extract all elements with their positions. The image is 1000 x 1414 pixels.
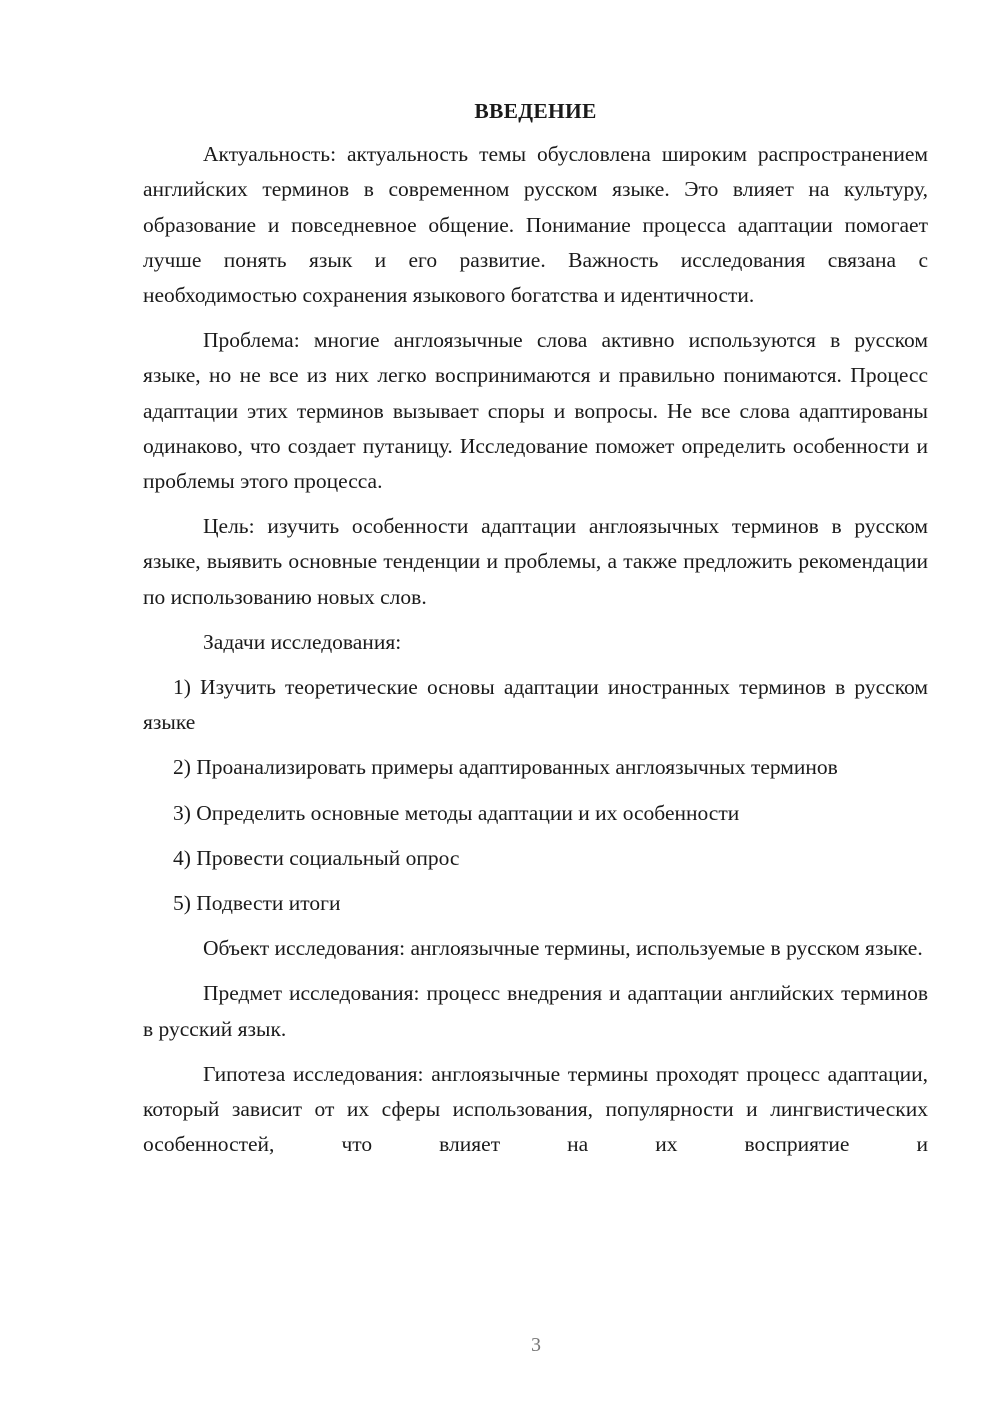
- task-item: 5) Подвести итоги: [173, 891, 341, 916]
- paragraph-problem: Проблема: многие англоязычные слова активно используются в русском языке, но не все из них легко воспринимаются и правильно понимаются. Процесс адаптации этих терминов вызывает споры и вопросы. Не все слова адаптированы одинаково, что создает путаницу. Исследование поможет определить особенности и проблемы этого процесса.: [143, 328, 928, 494]
- paragraph-object: Объект исследования: англоязычные термины, используемые в русском языке.: [203, 936, 923, 961]
- document-page: [143, 94, 928, 1162]
- paragraph-hypothesis: Гипотеза исследования: англоязычные термины проходят процесс адаптации, который зависит от их сферы использования, популярности и лингвистических особенностей, что влияет на их восприятие и: [143, 1061, 928, 1157]
- task-item: 1) Изучить теоретические основы адаптации иностранных терминов в русском языке: [143, 675, 928, 735]
- paragraph-subject: Предмет исследования: процесс внедрения и адаптации английских терминов в русский язык.: [143, 981, 928, 1041]
- task-item: 3) Определить основные методы адаптации и их особенности: [173, 800, 740, 825]
- paragraph-relevance: Актуальность: актуальность темы обусловлена широким распространением английских терминов в современном русском языке. Это влияет на культуру, образование и повседневное общение. Понимание процесса адаптации помогает лучше понять язык и его развитие. Важность исследования связана с необходимостью сохранения языкового богатства и идентичности.: [143, 142, 928, 308]
- task-item: 4) Провести социальный опрос: [173, 845, 460, 870]
- task-item: 2) Проанализировать примеры адаптированных англоязычных терминов: [173, 755, 838, 780]
- page-title: ВВЕДЕНИЕ: [474, 99, 597, 123]
- tasks-heading: Задачи исследования:: [203, 629, 402, 654]
- paragraph-goal: Цель: изучить особенности адаптации англоязычных терминов в русском языке, выявить основные тенденции и проблемы, а также предложить рекомендации по использованию новых слов.: [143, 514, 928, 609]
- page-number: 3: [531, 1334, 541, 1356]
